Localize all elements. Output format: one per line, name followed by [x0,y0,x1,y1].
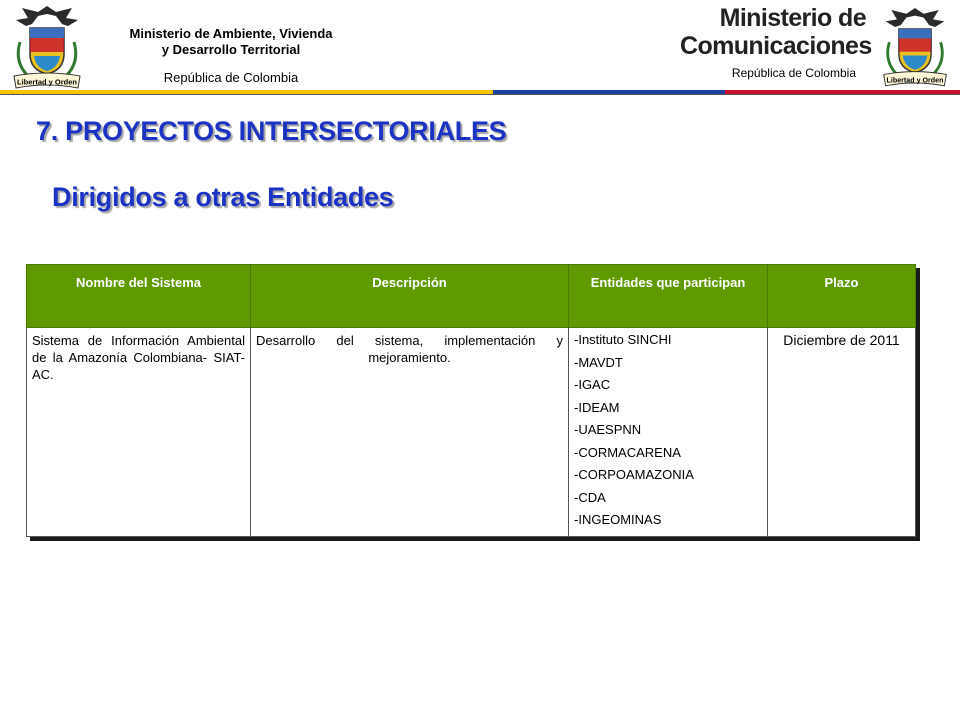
left-org-line1: Ministerio de Ambiente, Vivienda [129,26,333,41]
entidad-item: -CDA [574,489,606,505]
right-org-line2: Comunicaciones [680,32,872,60]
right-organization [680,4,872,80]
cell-descripcion: Desarrollo del sistema, implementación y mejoramiento. [251,328,569,537]
column-header-descripcion: Descripción [251,265,569,328]
cell-plazo: Diciembre de 2011 [768,328,916,537]
entidad-item: -INGEOMINAS [574,512,662,527]
table-header-row [27,265,916,328]
projects-table [26,264,916,537]
entidad-item: -CORMACARENA [574,444,681,460]
left-org-line2: y Desarrollo Territorial [161,42,301,57]
column-header-entidades: Entidades que participan [569,265,768,328]
section-subtitle: Dirigidos a otras Entidades [52,182,394,212]
entidad-item: -IGAC [574,377,611,392]
column-header-plazo: Plazo [768,265,916,328]
entidad-item: -Instituto SINCHI [574,332,672,347]
seal-motto-right: Libertad y Orden [886,76,944,85]
right-org-country: República de Colombia [731,66,856,80]
column-header-nombre: Nombre del Sistema [27,265,251,328]
right-org-line1: Ministerio de [719,4,866,32]
colombia-coat-of-arms-right [878,2,952,90]
table-row [27,328,916,537]
section-title: 7. PROYECTOS INTERSECTORIALES [36,116,507,146]
cell-entidades [569,328,768,537]
cell-nombre: Sistema de Información Ambiental de la Amazonía Colombiana- SIAT-AC. [27,328,251,537]
entidad-item: -MAVDT [574,354,623,370]
entidad-item: -IDEAM [574,399,620,415]
seal-motto-left: Libertad y Orden [16,77,78,87]
header-divider [0,94,960,95]
left-organization [96,26,366,85]
projects-table-container [26,264,919,531]
entidad-item: -CORPOAMAZONIA [574,467,694,482]
colombia-coat-of-arms-left [8,2,86,90]
left-org-country: República de Colombia [163,70,299,85]
entidad-item: -UAESPNN [574,422,642,437]
